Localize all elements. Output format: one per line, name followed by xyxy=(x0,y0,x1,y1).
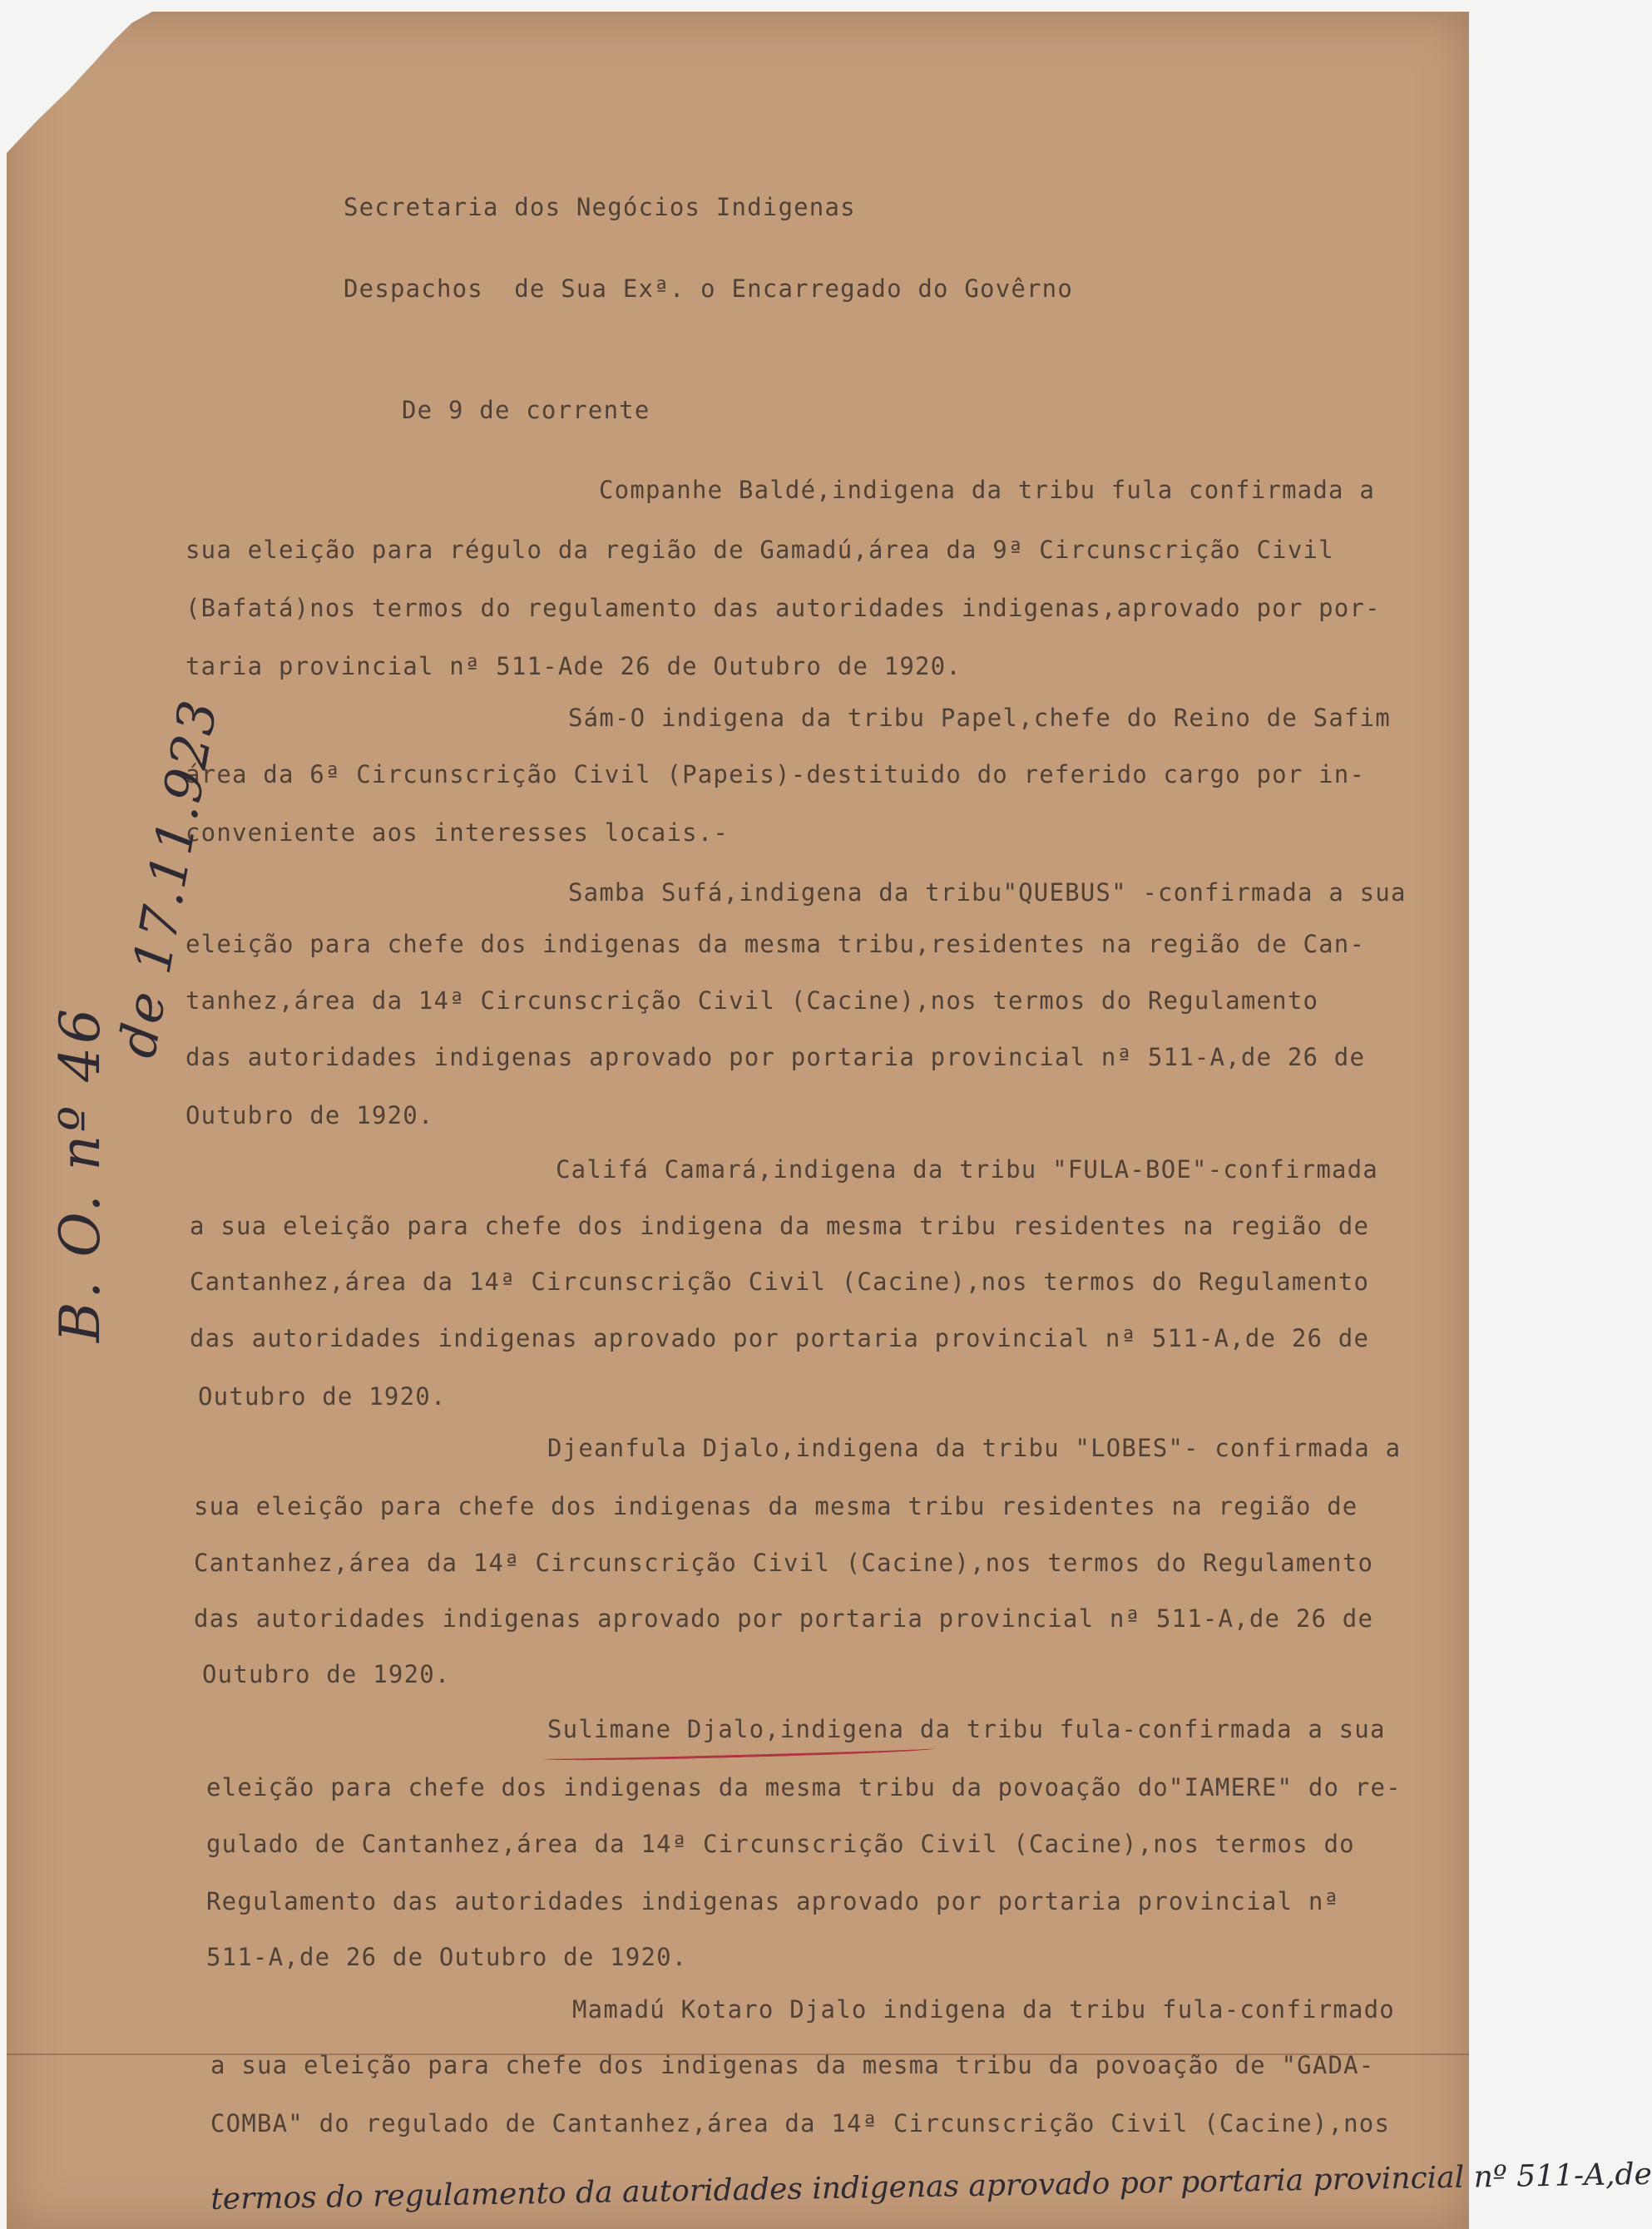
body-line: Cantanhez,área da 14ª Circunscrição Civil (Cacine),nos termos do Regulamento xyxy=(190,1268,1370,1296)
header-date: De 9 de corrente xyxy=(402,396,650,424)
body-line: Mamadú Kotaro Djalo indigena da tribu fula-confirmado xyxy=(572,1995,1395,2024)
body-line: a sua eleição para chefe dos indigenas da mesma tribu da povoação de "GADA- xyxy=(210,2051,1375,2079)
header-secretariat: Secretaria dos Negócios Indigenas xyxy=(344,193,856,221)
body-line: Outubro de 1920. xyxy=(198,1382,447,1411)
body-line: COMBA" do regulado de Cantanhez,área da 14ª Circunscrição Civil (Cacine),nos xyxy=(210,2109,1391,2138)
body-line: gulado de Cantanhez,área da 14ª Circunscrição Civil (Cacine),nos termos do xyxy=(206,1830,1355,1858)
handwritten-underline xyxy=(543,1745,934,1762)
body-line: eleição para chefe dos indigenas da mesma tribu,residentes na região de Can- xyxy=(185,930,1366,958)
handwritten-margin-date: de 17.11.923 xyxy=(106,694,230,1062)
body-line: sua eleição para régulo da região de Gamadú,área da 9ª Circunscrição Civil xyxy=(185,536,1334,564)
body-line: das autoridades indigenas aprovado por portaria provincial nª 511-A,de 26 de xyxy=(194,1604,1374,1633)
header-dispatches: Despachos de Sua Exª. o Encarregado do Govêrno xyxy=(344,274,1073,303)
body-line: a sua eleição para chefe dos indigena da mesma tribu residentes na região de xyxy=(190,1212,1370,1240)
body-line: conveniente aos interesses locais.- xyxy=(185,818,730,847)
body-line: (Bafatá)nos termos do regulamento das autoridades indigenas,aprovado por por- xyxy=(185,594,1381,622)
handwritten-margin-note: B. O. nº 46 xyxy=(48,1005,112,1342)
body-line: Sám-O indigena da tribu Papel,chefe do Reino de Safim xyxy=(568,704,1391,732)
body-line: área da 6ª Circunscrição Civil (Papeis)-destituido do referido cargo por in- xyxy=(185,760,1366,788)
body-line: Djeanfula Djalo,indigena da tribu "LOBES"- confirmada a xyxy=(547,1434,1402,1462)
body-line: Samba Sufá,indigena da tribu"QUEBUS" -confirmada a sua xyxy=(568,878,1407,907)
handwritten-footer-line: termos do regulamento da autoridades indigenas aprovado por portaria provincial nº 511-A,de xyxy=(210,2157,1652,2217)
document-page xyxy=(7,12,1652,2229)
body-line: das autoridades indigenas aprovado por portaria provincial nª 511-A,de 26 de xyxy=(190,1324,1370,1352)
torn-corner xyxy=(7,12,152,153)
body-line: sua eleição para chefe dos indigenas da mesma tribu residentes na região de xyxy=(194,1492,1358,1520)
body-line: Califá Camará,indigena da tribu "FULA-BOE"-confirmada xyxy=(556,1155,1378,1184)
body-line: Outubro de 1920. xyxy=(185,1101,434,1129)
body-line: Regulamento das autoridades indigenas aprovado por portaria provincial nª xyxy=(206,1887,1340,1915)
body-line: Sulimane Djalo,indigena da tribu fula-confirmada a sua xyxy=(547,1715,1386,1743)
body-line: eleição para chefe dos indigenas da mesma tribu da povoação do"IAMERE" do re- xyxy=(206,1773,1402,1801)
body-line: Companhe Baldé,indigena da tribu fula confirmada a xyxy=(599,476,1375,504)
body-line: tanhez,área da 14ª Circunscrição Civil (Cacine),nos termos do Regulamento xyxy=(185,986,1319,1015)
body-line: Outubro de 1920. xyxy=(202,1660,451,1688)
body-line: Cantanhez,área da 14ª Circunscrição Civil (Cacine),nos termos do Regulamento xyxy=(194,1549,1374,1577)
body-line: das autoridades indigenas aprovado por portaria provincial nª 511-A,de 26 de xyxy=(185,1043,1366,1071)
body-line: taria provincial nª 511-Ade 26 de Outubro de 1920. xyxy=(185,652,962,680)
body-line: 511-A,de 26 de Outubro de 1920. xyxy=(206,1943,688,1971)
